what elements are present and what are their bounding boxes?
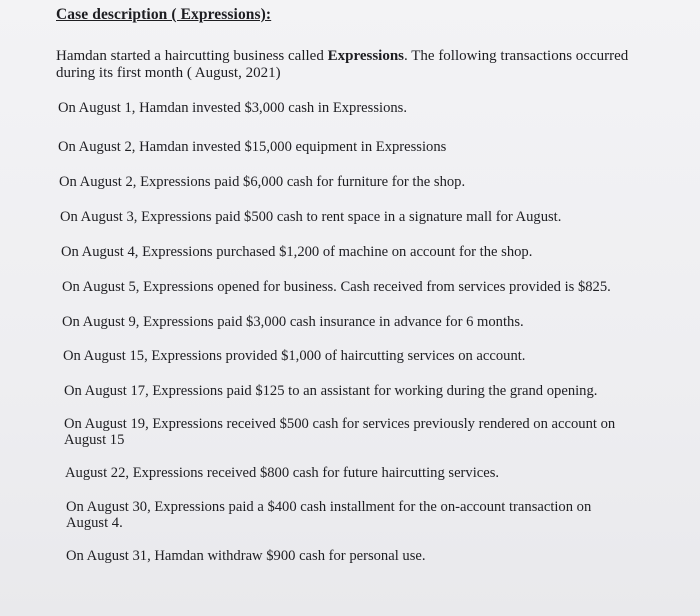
transaction-10: On August 19, Expressions received $500 cash for services previously rendered on account on August 15 xyxy=(64,416,616,448)
business-name: Expressions xyxy=(327,48,405,64)
transaction-11: August 22, Expressions received $800 cash for future haircutting services. xyxy=(65,465,500,481)
transaction-1: On August 1, Hamdan invested $3,000 cash in Expressions. xyxy=(58,100,407,116)
transaction-6: On August 5, Expressions opened for business. Cash received from services provided is $825. xyxy=(62,279,611,295)
transaction-3: On August 2, Expressions paid $6,000 cash for furniture for the shop. xyxy=(59,174,466,190)
intro-text-after: . The following transactions occurred during its first month ( August, 2021) xyxy=(56,48,629,81)
transaction-2: On August 2, Hamdan invested $15,000 equipment in Expressions xyxy=(58,139,447,155)
transaction-13: On August 31, Hamdan withdraw $900 cash for personal use. xyxy=(66,548,426,564)
transaction-4: On August 3, Expressions paid $500 cash to rent space in a signature mall for August. xyxy=(60,209,562,225)
intro-text-before: Hamdan started a haircutting business called xyxy=(56,48,328,64)
transaction-12: On August 30, Expressions paid a $400 cash installment for the on-account transaction on August 4. xyxy=(66,499,592,531)
transaction-8: On August 15, Expressions provided $1,000 of haircutting services on account. xyxy=(63,348,526,364)
transaction-9: On August 17, Expressions paid $125 to an assistant for working during the grand opening. xyxy=(64,383,598,399)
intro-paragraph xyxy=(56,48,656,82)
transaction-5: On August 4, Expressions purchased $1,200 of machine on account for the shop. xyxy=(61,244,533,260)
transaction-7: On August 9, Expressions paid $3,000 cash insurance in advance for 6 months. xyxy=(62,314,524,330)
case-heading: Case description ( Expressions): xyxy=(56,6,272,23)
